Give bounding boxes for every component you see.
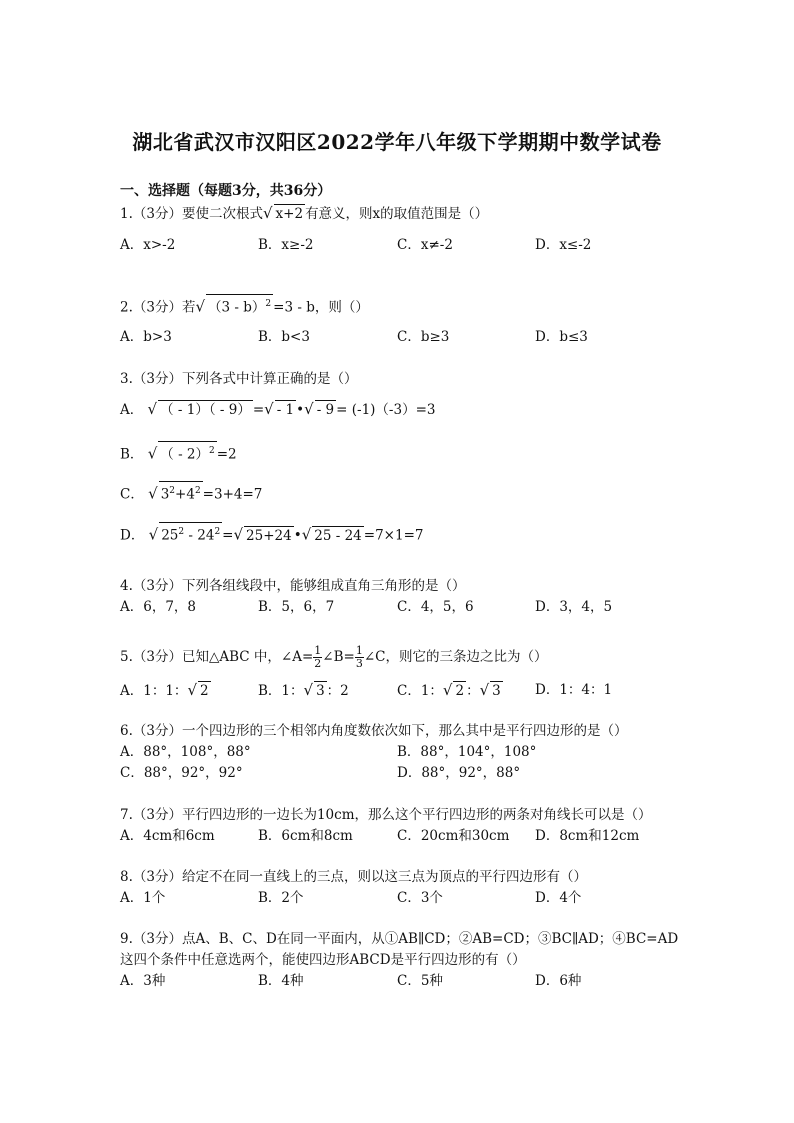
q3-b-tail: =2 bbox=[216, 446, 237, 463]
q5-fraction-1 bbox=[313, 645, 322, 670]
q3-d-exp-1: 2 bbox=[178, 527, 185, 537]
sqrt-symbol: √ bbox=[148, 525, 159, 544]
q6-option-a[interactable]: A．88°，108°，88° bbox=[120, 744, 251, 760]
q2-option-d[interactable]: D．b≤3 bbox=[535, 329, 588, 345]
q1-option-b[interactable]: B．x≥-2 bbox=[258, 237, 314, 253]
q3-d-exp-2: 2 bbox=[214, 527, 221, 537]
q1-radicand: x+2 bbox=[275, 206, 304, 222]
q6-option-b[interactable]: B．88°，104°，108° bbox=[397, 744, 537, 760]
q2-text: 2.（3分）若 bbox=[120, 299, 196, 316]
q6-option-d[interactable]: D．88°，92°，88° bbox=[397, 765, 521, 781]
question-5 bbox=[120, 645, 547, 670]
q2-tail: =3 - b，则（） bbox=[273, 299, 369, 316]
q2-option-a[interactable]: A．b>3 bbox=[120, 329, 172, 345]
q3-b-label: B． bbox=[120, 446, 144, 463]
question-3: 3.（3分）下列各式中计算正确的是（） bbox=[120, 371, 358, 387]
q5-c-radicand-2: 3 bbox=[492, 683, 501, 699]
q1-option-c[interactable]: C．x≠-2 bbox=[397, 237, 453, 253]
q3-d-base-2: - 24 bbox=[184, 527, 215, 544]
q5-fraction-2 bbox=[355, 645, 364, 670]
question-8: 8.（3分）给定不在同一直线上的三点，则以这三点为顶点的平行四边形有（） bbox=[120, 869, 587, 885]
q8-option-c[interactable]: C．3个 bbox=[397, 890, 443, 906]
q2-radicand bbox=[206, 294, 273, 317]
q7-option-c[interactable]: C．20cm和30cm bbox=[397, 828, 510, 844]
q2-option-c[interactable]: C．b≥3 bbox=[397, 329, 450, 345]
sqrt-symbol: √ bbox=[195, 297, 206, 316]
q3-d-base-1: 25 bbox=[161, 527, 179, 544]
q5-option-b[interactable] bbox=[258, 681, 349, 700]
q8-option-d[interactable]: D．4个 bbox=[535, 890, 582, 906]
q2-option-b[interactable]: B．b<3 bbox=[258, 329, 310, 345]
q5-f2-num: 1 bbox=[355, 644, 363, 657]
q4-option-c[interactable]: C．4，5，6 bbox=[397, 599, 474, 615]
sqrt-symbol: √ bbox=[479, 681, 490, 699]
question-4: 4.（3分）下列各组线段中，能够组成直角三角形的是（） bbox=[120, 578, 466, 594]
q3-a-label: A． bbox=[120, 402, 144, 418]
q3-b-radicand-text: （ - 2） bbox=[160, 446, 210, 463]
q3-c-tail: =3+4=7 bbox=[202, 486, 263, 503]
q9-option-a[interactable]: A．3种 bbox=[120, 973, 166, 989]
q3-d-radicand-2: 25+24 bbox=[246, 527, 292, 544]
q3-option-b[interactable] bbox=[120, 441, 237, 464]
q8-option-b[interactable]: B．2个 bbox=[258, 890, 304, 906]
q5-a-radicand: 2 bbox=[200, 683, 209, 699]
q5-text: 5.（3分）已知△ABC 中，∠A= bbox=[120, 649, 314, 665]
q5-f1-num: 1 bbox=[314, 644, 322, 657]
q1-tail: 有意义，则x的取值范围是（） bbox=[305, 206, 489, 222]
q3-b-radicand bbox=[158, 441, 216, 464]
question-9-line-2: 这四个条件中任意选两个，能使四边形ABCD是平行四边形的有（） bbox=[120, 952, 526, 968]
q3-d-radicand-3: 25 - 24 bbox=[314, 527, 362, 544]
section-heading: 一、选择题（每题3分，共36分） bbox=[120, 183, 332, 199]
sqrt-symbol: √ bbox=[233, 525, 244, 544]
q2-exponent: 2 bbox=[265, 299, 272, 309]
q3-c-exp-1: 2 bbox=[169, 486, 176, 496]
q9-option-d[interactable]: D．6种 bbox=[535, 973, 582, 989]
q5-a-pre: A．1：1： bbox=[120, 683, 188, 699]
question-7: 7.（3分）平行四边形的一边长为10cm，那么这个平行四边形的两条对角线长可以是（） bbox=[120, 807, 652, 823]
q3-c-base-1: 3 bbox=[160, 486, 170, 503]
q5-mid: ∠B= bbox=[322, 649, 355, 665]
q3-d-radicand-1 bbox=[159, 522, 222, 545]
q5-option-c[interactable] bbox=[397, 681, 503, 700]
q7-option-a[interactable]: A．4cm和6cm bbox=[120, 828, 215, 844]
q5-f2-den: 3 bbox=[355, 657, 363, 670]
q3-b-exponent: 2 bbox=[209, 446, 215, 456]
sqrt-symbol: √ bbox=[264, 400, 274, 418]
q1-text: 1.（3分）要使二次根式 bbox=[120, 206, 263, 222]
question-2 bbox=[120, 294, 369, 317]
sqrt-symbol: √ bbox=[304, 400, 314, 418]
sqrt-symbol: √ bbox=[147, 444, 158, 463]
q3-c-label: C． bbox=[120, 486, 144, 503]
q3-d-label: D． bbox=[120, 527, 145, 544]
q5-f1-den: 2 bbox=[314, 657, 322, 670]
q8-option-a[interactable]: A．1个 bbox=[120, 890, 166, 906]
q3-option-d[interactable] bbox=[120, 522, 423, 545]
q4-option-d[interactable]: D．3，4，5 bbox=[535, 599, 613, 615]
q5-b-radicand: 3 bbox=[316, 683, 325, 699]
q9-option-b[interactable]: B．4种 bbox=[258, 973, 304, 989]
q3-a-equals: = bbox=[252, 402, 265, 418]
q3-a-dot: • bbox=[296, 402, 305, 418]
q7-option-b[interactable]: B．6cm和8cm bbox=[258, 828, 353, 844]
q7-option-d[interactable]: D．8cm和12cm bbox=[535, 828, 640, 844]
q4-option-b[interactable]: B．5，6，7 bbox=[258, 599, 335, 615]
q3-a-radicand-1: （ - 1）（ - 9） bbox=[160, 402, 251, 418]
question-1 bbox=[120, 204, 488, 223]
sqrt-symbol: √ bbox=[147, 400, 158, 418]
q3-c-radicand bbox=[159, 481, 203, 504]
question-9: 9.（3分）点A、B、C、D在同一平面内，从①AB∥CD；②AB=CD；③BC∥AD；④BC=AD bbox=[120, 931, 679, 947]
sqrt-symbol: √ bbox=[262, 204, 273, 222]
q5-c-radicand-1: 2 bbox=[455, 683, 465, 699]
q3-option-c[interactable] bbox=[120, 481, 262, 504]
q5-b-pre: B．1： bbox=[258, 683, 304, 699]
q3-a-tail: = (-1)（-3）=3 bbox=[336, 402, 436, 418]
q3-d-equals: = bbox=[222, 527, 234, 544]
sqrt-symbol: √ bbox=[301, 525, 312, 544]
q5-option-a[interactable] bbox=[120, 681, 211, 700]
q3-d-dot: • bbox=[293, 527, 302, 544]
q5-option-d[interactable]: D．1：4：1 bbox=[535, 682, 613, 698]
q3-option-a[interactable] bbox=[120, 400, 435, 419]
q2-radicand-text: （3 - b） bbox=[208, 299, 266, 316]
q3-a-radicand-2: - 1 bbox=[276, 402, 295, 418]
page-title: 湖北省武汉市汉阳区2022学年八年级下学期期中数学试卷 bbox=[132, 130, 662, 154]
q1-option-a[interactable]: A．x>-2 bbox=[120, 237, 176, 253]
q1-option-d[interactable]: D．x≤-2 bbox=[535, 237, 592, 253]
sqrt-symbol: √ bbox=[187, 681, 197, 699]
q6-option-c[interactable]: C．88°，92°，92° bbox=[120, 765, 243, 781]
q3-c-exp-2: 2 bbox=[194, 486, 201, 496]
q3-d-tail: =7×1=7 bbox=[363, 527, 424, 544]
q3-a-radicand-3: - 9 bbox=[316, 402, 335, 418]
sqrt-symbol: √ bbox=[303, 681, 314, 699]
q3-c-base-2: +4 bbox=[175, 486, 195, 503]
q5-c-pre: C．1： bbox=[397, 683, 443, 699]
q5-b-post: ：2 bbox=[326, 683, 349, 699]
q5-tail: ∠C，则它的三条边之比为（） bbox=[363, 649, 548, 665]
q5-c-mid: ： bbox=[466, 683, 480, 699]
sqrt-symbol: √ bbox=[148, 484, 158, 503]
q9-option-c[interactable]: C．5种 bbox=[397, 973, 443, 989]
q4-option-a[interactable]: A．6，7，8 bbox=[120, 599, 197, 615]
sqrt-symbol: √ bbox=[442, 681, 453, 699]
question-6: 6.（3分）一个四边形的三个相邻内角度数依次如下，那么其中是平行四边形的是（） bbox=[120, 723, 628, 739]
